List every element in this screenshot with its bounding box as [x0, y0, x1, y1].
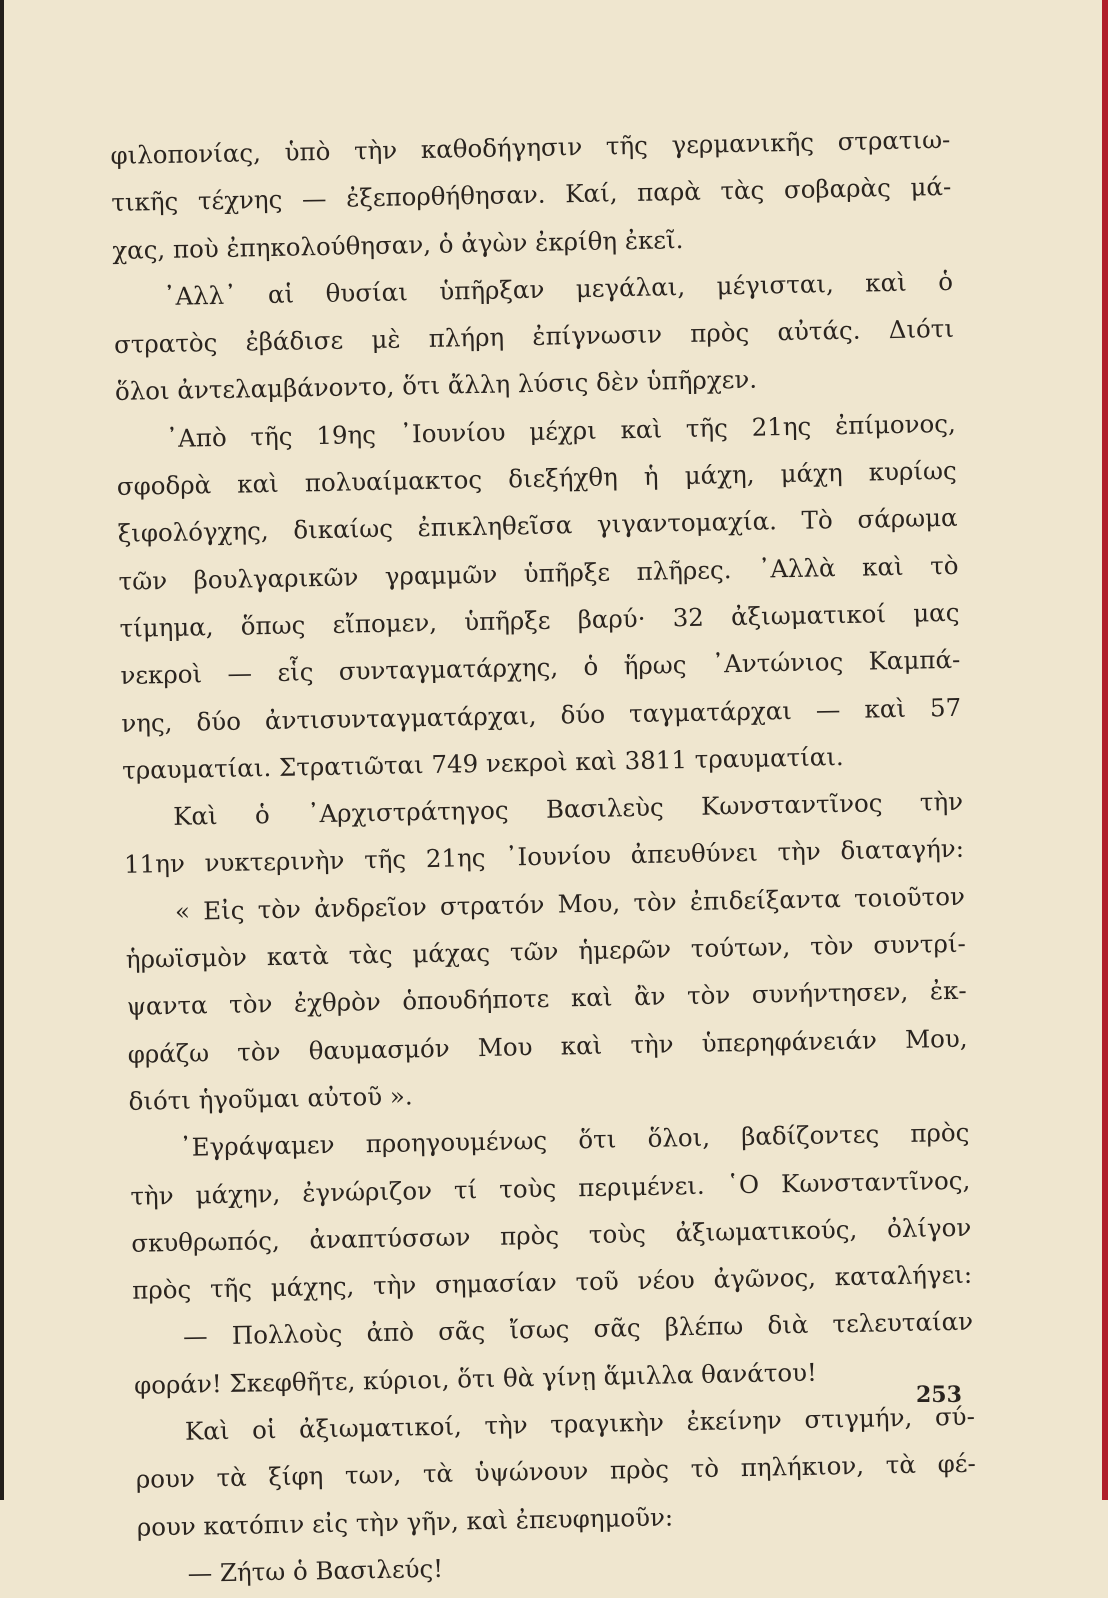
text-line: — Πολλοὺς ἀπὸ σᾶς ἴσως σᾶς βλέπω διὰ τελευταίαν [182, 1307, 974, 1352]
scan-left-edge [0, 0, 4, 1500]
text-line: « Εἰς τὸν ἀνδρεῖον στρατόν Μου, τὸν ἐπιδείξαντα τοιοῦτον [174, 881, 966, 926]
text-line: ᾿Εγράψαμεν προηγουμένως ὅτι ὅλοι, βαδίζοντες πρὸς [179, 1117, 970, 1163]
text-line: ξιφολόγχης, δικαίως ἐπικληθεῖσα γιγαντομαχία. Τὸ σάρωμα [117, 503, 958, 549]
text-line: τῶν βουλγαρικῶν γραμμῶν ὑπῆρξε πλῆρες. ᾿Αλλὰ καὶ τὸ [118, 550, 959, 596]
text-line: σφοδρὰ καὶ πολυαίμακτος διεξήχθη ἡ μάχη, μάχη κυρίως [116, 455, 957, 502]
text-line: στρατὸς ἐβάδισε μὲ πλήρη ἐπίγνωσιν πρὸς αὐτάς. Διότι [113, 314, 955, 360]
text-line: ρουν τὰ ξίφη των, τὰ ὑψώνουν πρὸς τὸ πηλήκιον, τὰ φέ- [135, 1448, 976, 1495]
page-text-body [110, 116, 978, 1598]
scan-right-edge [1102, 0, 1108, 1500]
text-line: τίμημα, ὅπως εἴπομεν, ὑπῆρξε βαρύ· 32 ἀξιωματικοί μας [119, 597, 960, 643]
text-line: — Ζήτω ὁ Βασιλεύς! [187, 1553, 444, 1588]
text-line: ᾿Αλλ᾿ αἱ θυσίαι ὑπῆρξαν μεγάλαι, μέγισται, καὶ ὁ [162, 266, 954, 311]
text-line: τραυματίαι. Στρατιῶται 749 νεκροὶ καὶ 3811 τραυματίαι. [121, 741, 844, 785]
text-line: φοράν! Σκεφθῆτε, κύριοι, ὅτι θὰ γίνῃ ἅμιλλα θανάτου! [133, 1357, 818, 1400]
text-line: Καὶ οἱ ἀξιωματικοί, τὴν τραγικὴν ἐκείνην στιγμήν, σύ- [184, 1401, 976, 1446]
text-line: ψαντα τὸν ἐχθρὸν ὁπουδήποτε καὶ ἂν τὸν συνήντησεν, ἐκ- [126, 976, 967, 1022]
text-line: 11ην νυκτερινὴν τῆς 21ης ᾿Ιουνίου ἀπευθύνει τὴν διαταγήν: [123, 834, 965, 880]
text-line: τικῆς τέχνης — ἐξεπορθήθησαν. Καί, παρὰ τὰς σοβαρὰς μά- [111, 172, 952, 218]
text-line: Καὶ ὁ ᾿Αρχιστράτηγος Βασιλεὺς Κωνσταντῖνος τὴν [172, 786, 964, 832]
text-line: ᾿Απὸ τῆς 19ης ᾿Ιουνίου μέχρι καὶ τῆς 21ης ἐπίμονος, [165, 408, 957, 453]
text-line: φράζω τὸν θαυμασμόν Μου καὶ τὴν ὑπερηφάνειάν Μου, [127, 1023, 968, 1069]
text-line: νης, δύο ἀντισυνταγματάρχαι, δύο ταγματάρχαι — καὶ 57 [121, 692, 962, 738]
text-line: χας, ποὺ ἐπηκολούθησαν, ὁ ἀγὼν ἐκρίθη ἐκεῖ. [111, 224, 684, 265]
text-line: ὅλοι ἀντελαμβάνοντο, ὅτι ἄλλη λύσις δὲν ὑπῆρχεν. [114, 365, 758, 407]
text-line: φιλοπονίας, ὑπὸ τὴν καθοδήγησιν τῆς γερμανικῆς στρατιω- [110, 124, 951, 170]
text-line: σκυθρωπός, ἀναπτύσσων πρὸς τοὺς ἀξιωματικούς, ὀλίγον [131, 1212, 972, 1258]
text-line: τὴν μάχην, ἐγνώριζον τί τοὺς περιμένει. ῾Ο Κωνσταντῖνος, [130, 1165, 971, 1211]
page-number: 253 [916, 1382, 962, 1408]
book-page [90, 110, 976, 1588]
text-line: νεκροὶ — εἷς συνταγματάρχης, ὁ ἥρως ᾿Αντώνιος Καμπά- [120, 645, 961, 691]
text-line: διότι ἡγοῦμαι αὐτοῦ ». [128, 1081, 413, 1116]
text-line: πρὸς τῆς μάχης, τὴν σημασίαν τοῦ νέου ἀγῶνος, καταλήγει: [131, 1259, 973, 1305]
text-line: ρουν κατόπιν εἰς τὴν γῆν, καὶ ἐπευφημοῦν: [136, 1502, 674, 1542]
text-line: ἡρωϊσμὸν κατὰ τὰς μάχας τῶν ἡμερῶν τούτων, τὸν συντρί- [125, 928, 967, 974]
